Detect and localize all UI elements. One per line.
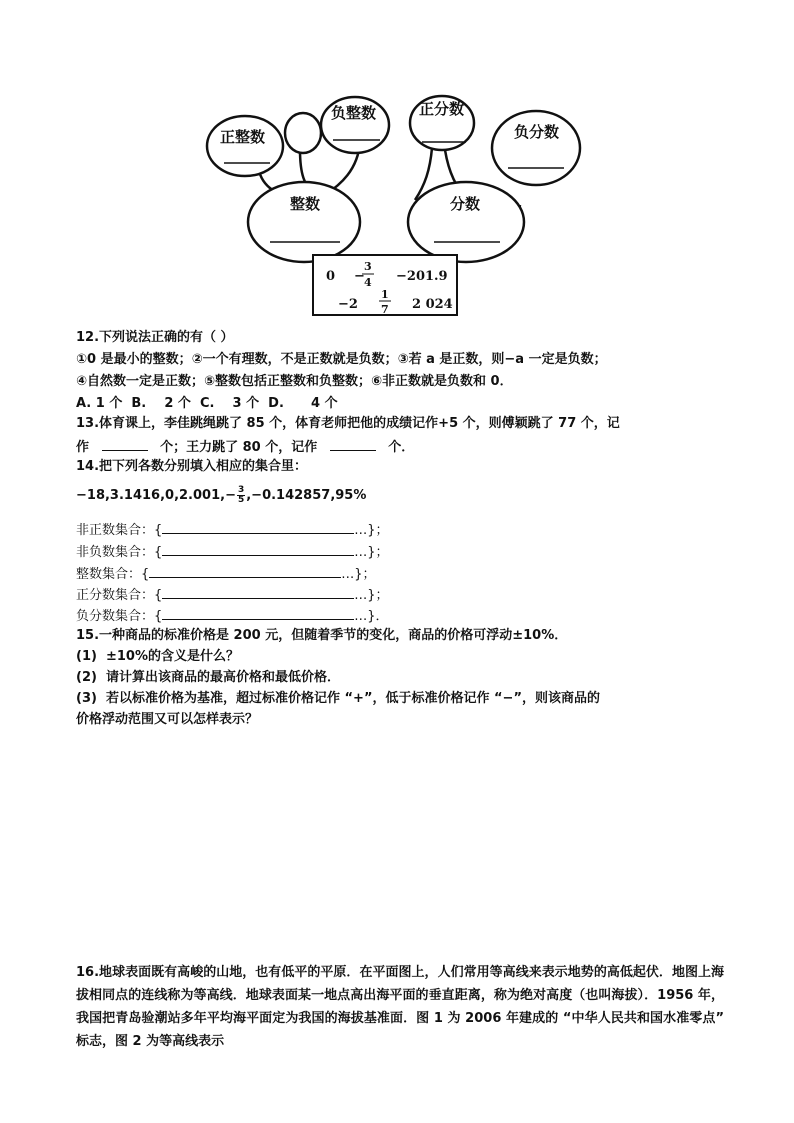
set-answer-blank[interactable] [162, 584, 354, 599]
q13-answer-blank-2[interactable] [330, 436, 376, 451]
set-answer-blank[interactable] [162, 541, 354, 556]
set-end: …}； [354, 545, 389, 560]
q12-stem: 12.下列说法正确的有（ ） [76, 330, 234, 345]
set-answer-blank[interactable] [162, 605, 354, 620]
q13-text-1: 13.体育课上，李佳跳绳跳了 85 个，体育老师把他的成绩记作+5 个，则傅颖跳了 77 个，记 [76, 416, 620, 431]
q16-paragraph: 16.地球表面既有高峻的山地，也有低平的平原．在平面图上，人们常用等高线来表示地势的高低起伏．地图上海拔相同点的连线称为等高线．地球表面某一地点高出海平面的垂直距离，称为绝对高度（也叫海拔）．1956 年，我国把青岛验潮站多年平均海平面定为我国的海拔基准面．图 1 为 2006 年建成的 “中华人民共和国水准零点” 标志，图 2 为等高线表示 [76, 965, 724, 1049]
q14-stem: 14.把下列各数分别填入相应的集合里： [76, 459, 308, 474]
set-positive-fraction [76, 584, 389, 606]
box-number-6: 2 024 [412, 297, 453, 312]
number-classification-diagram [200, 90, 740, 320]
q14-fraction-numerator: 3 [237, 485, 245, 495]
q13-text-2 [76, 436, 414, 458]
box-number-5-numerator: 1 [381, 288, 389, 301]
set-end: …}； [354, 523, 389, 538]
set-label: 正分数集合：{ [76, 588, 163, 603]
set-answer-blank[interactable] [162, 519, 354, 534]
box-number-2-numerator: 3 [364, 260, 372, 273]
q14-number-list [76, 486, 366, 506]
bubble-empty [285, 113, 321, 153]
q15-sub-3a: (3) 若以标准价格为基准，超过标准价格记作 “+”，低于标准价格记作 “−”，则该商品的 [76, 691, 600, 706]
set-label: 负分数集合：{ [76, 609, 163, 624]
q14-numbers-a: −18,3.1416,0,2.001,− [76, 488, 236, 503]
q13-label-end: 个． [388, 440, 415, 455]
set-label: 非正数集合：{ [76, 523, 163, 538]
q13-answer-blank-1[interactable] [102, 436, 148, 451]
set-answer-blank[interactable] [149, 563, 341, 578]
label-fraction: 分数 [450, 195, 481, 213]
q13-label-record: 作 [76, 440, 90, 455]
label-negative-fraction: 负分数 [514, 123, 560, 141]
q13-label-mid: 个；王力跳了 80 个，记作 [160, 440, 318, 455]
set-integer [76, 563, 376, 585]
set-non-negative [76, 541, 389, 563]
label-positive-fraction: 正分数 [419, 100, 465, 118]
q14-numbers-b: ,−0.142857,95% [246, 488, 367, 503]
box-number-3: −201.9 [396, 269, 448, 284]
set-end: …}； [354, 588, 389, 603]
set-label: 非负数集合：{ [76, 545, 163, 560]
label-integer: 整数 [290, 195, 321, 213]
q15-sub-1: (1) ±10%的含义是什么？ [76, 649, 239, 664]
q12-statements-2: ④自然数一定是正数；⑤整数包括正整数和负整数；⑥非正数就是负数和 0． [76, 374, 513, 389]
bubble-fraction [408, 182, 524, 262]
box-number-1: 0 [326, 269, 336, 284]
set-end: …}； [341, 567, 376, 582]
q14-fraction [237, 486, 245, 505]
set-end: …}． [354, 609, 389, 624]
q12-options: A. 1 个 B. 2 个 C. 3 个 D. 4 个 [76, 396, 338, 411]
set-label: 整数集合：{ [76, 567, 150, 582]
bubble-positive-integer [207, 116, 283, 176]
label-positive-integer: 正整数 [220, 128, 266, 146]
q12-statements-1: ①0 是最小的整数；②一个有理数，不是正数就是负数；③若 a 是正数，则−a 一定是负数； [76, 352, 607, 367]
box-number-5-denominator: 7 [381, 303, 389, 316]
q14-fraction-denominator: 5 [237, 495, 245, 505]
box-number-2-denominator: 4 [364, 276, 372, 289]
q15-sub-3b: 价格浮动范围又可以怎样表示？ [76, 712, 259, 727]
set-negative-fraction [76, 605, 389, 627]
box-number-4: −2 [338, 297, 358, 312]
bubble-integer [248, 182, 360, 262]
q15-sub-2: (2) 请计算出该商品的最高价格和最低价格． [76, 670, 340, 685]
q15-stem: 15.一种商品的标准价格是 200 元，但随着季节的变化，商品的价格可浮动±10%． [76, 628, 568, 643]
label-negative-integer: 负整数 [331, 104, 377, 122]
box-number-2-sign: − [354, 269, 365, 284]
set-non-positive [76, 519, 389, 541]
